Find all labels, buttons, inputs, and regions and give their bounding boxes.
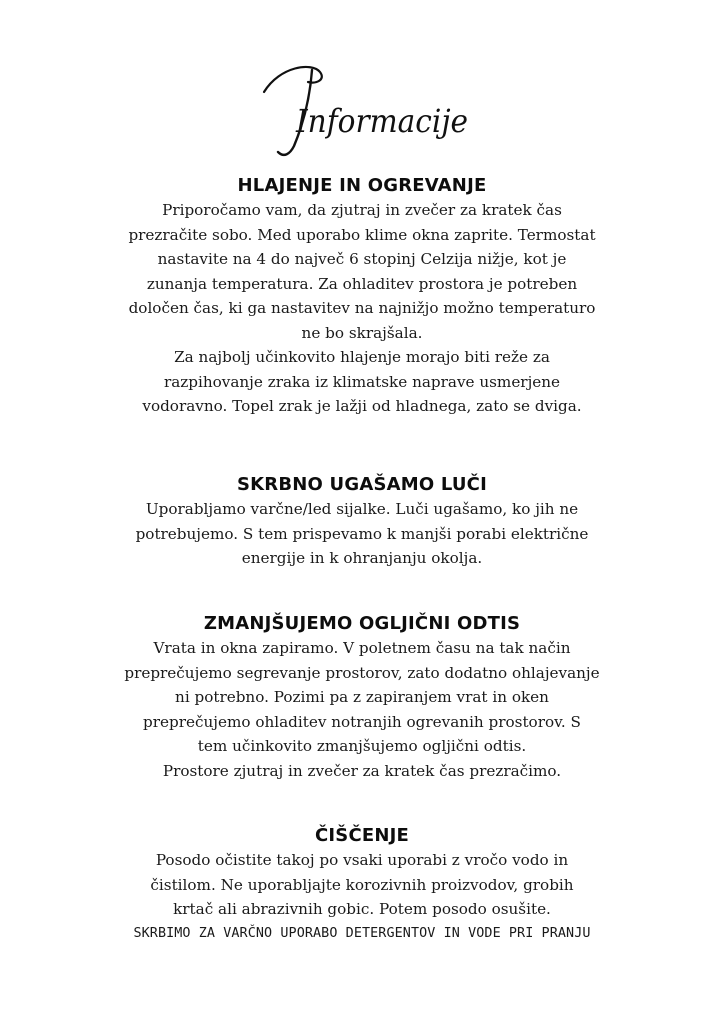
detergent-notice: SKRBIMO ZA VARČNO UPORABO DETERGENTOV IN VODE PRI PRANJU bbox=[133, 925, 591, 941]
body-line: preprečujemo ohladitev notranjih ogrevanih prostorov. S bbox=[143, 712, 581, 731]
section-cleaning bbox=[40, 824, 684, 946]
title-text: Informacije bbox=[295, 102, 468, 140]
body-line: ni potrebno. Pozimi pa z zapiranjem vrat in oken bbox=[175, 688, 549, 706]
body-line: Uporabljamo varčne/led sijalke. Luči ugašamo, ko jih ne bbox=[145, 500, 579, 518]
section-body bbox=[40, 636, 684, 783]
body-line: energije in k ohranjanju okolja. bbox=[241, 549, 483, 567]
body-line: Posodo očistite takoj po vsaki uporabi z vročo vodo in bbox=[155, 851, 569, 869]
body-line: zunanja temperatura. Za ohladitev prostora je potreben bbox=[146, 274, 578, 293]
body-line: Za najbolj učinkovito hlajenje morajo biti reže za bbox=[174, 348, 550, 366]
body-line: krtač ali abrazivnih gobic. Potem posodo osušite. bbox=[173, 900, 551, 918]
body-line: ne bo skrajšala. bbox=[301, 323, 423, 342]
page-title bbox=[250, 48, 480, 168]
body-line: vodoravno. Topel zrak je lažji od hladnega, zato se dviga. bbox=[142, 397, 582, 415]
body-line: potrebujemo. S tem prispevamo k manjši porabi električne bbox=[135, 524, 589, 543]
section-lights bbox=[40, 473, 684, 571]
section-body bbox=[40, 848, 684, 946]
section-body bbox=[40, 198, 684, 419]
section-heading: ZMANJŠUJEMO OGLJIČNI ODTIS bbox=[203, 613, 521, 634]
section-body bbox=[40, 497, 684, 571]
body-line: določen čas, ki ga nastavitev na najnižjo možno temperaturo bbox=[128, 299, 596, 317]
body-line: tem učinkovito zmanjšujemo ogljični odtis. bbox=[197, 737, 527, 755]
section-heading: SKRBNO UGAŠAMO LUČI bbox=[237, 474, 487, 495]
body-line: Vrata in okna zapiramo. V poletnem času na tak način bbox=[153, 639, 571, 657]
section-carbon-footprint bbox=[40, 612, 684, 783]
body-line: Priporočamo vam, da zjutraj in zvečer za kratek čas bbox=[162, 201, 562, 219]
title-script-graphic bbox=[250, 48, 480, 168]
body-line: Prostore zjutraj in zvečer za kratek čas prezračimo. bbox=[162, 761, 562, 780]
body-line: prezračite sobo. Med uporabo klime okna zaprite. Termostat bbox=[128, 225, 596, 244]
body-line: razpihovanje zraka iz klimatske naprave usmerjene bbox=[163, 372, 561, 391]
body-line: čistilom. Ne uporabljajte korozivnih proizvodov, grobih bbox=[150, 875, 574, 894]
section-heading: HLAJENJE IN OGREVANJE bbox=[237, 175, 487, 196]
section-heading: ČIŠČENJE bbox=[314, 825, 410, 846]
section-cooling-heating bbox=[40, 174, 684, 419]
body-line: preprečujemo segrevanje prostorov, zato dodatno ohlajevanje bbox=[124, 663, 600, 682]
body-line: nastavite na 4 do največ 6 stopinj Celzija nižje, kot je bbox=[157, 250, 567, 268]
